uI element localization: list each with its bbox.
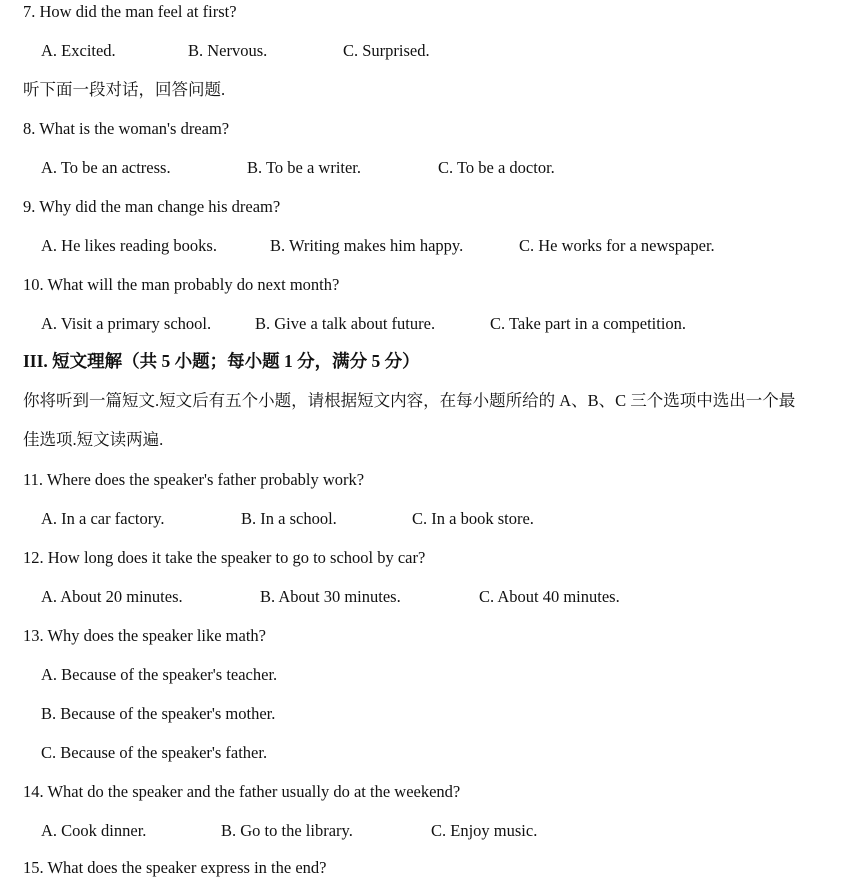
question-8-option-c: C. To be a doctor.: [438, 158, 555, 177]
question-7-option-c: C. Surprised.: [343, 41, 430, 60]
dialog-instruction: 听下面一段对话，回答问题.: [23, 80, 226, 99]
section-3-title: III. 短文理解（共 5 小题；每小题 1 分，满分 5 分）: [23, 351, 420, 371]
question-11-stem: 11. Where does the speaker's father probably work?: [23, 470, 365, 489]
question-9-option-c: C. He works for a newspaper.: [519, 236, 715, 255]
question-9-option-a: A. He likes reading books.: [41, 236, 217, 255]
question-10-option-a: A. Visit a primary school.: [41, 314, 212, 333]
question-8-stem: 8. What is the woman's dream?: [23, 119, 230, 138]
question-13-option-c: C. Because of the speaker's father.: [41, 743, 268, 762]
question-13-option-b: B. Because of the speaker's mother.: [41, 704, 276, 723]
question-10-option-b: B. Give a talk about future.: [255, 314, 436, 333]
question-14-option-c: C. Enjoy music.: [431, 821, 538, 840]
question-10-stem: 10. What will the man probably do next month?: [23, 275, 340, 294]
question-14-stem: 14. What do the speaker and the father usually do at the weekend?: [23, 782, 461, 801]
question-9-stem: 9. Why did the man change his dream?: [23, 197, 281, 216]
question-11-option-b: B. In a school.: [241, 509, 337, 528]
question-12-option-c: C. About 40 minutes.: [479, 587, 620, 606]
question-14-option-b: B. Go to the library.: [221, 821, 353, 840]
question-9-option-b: B. Writing makes him happy.: [270, 236, 464, 255]
question-13-stem: 13. Why does the speaker like math?: [23, 626, 266, 645]
question-7-option-a: A. Excited.: [41, 41, 116, 60]
question-12-option-b: B. About 30 minutes.: [260, 587, 401, 606]
question-8-option-a: A. To be an actress.: [41, 158, 171, 177]
question-12-stem: 12. How long does it take the speaker to go to school by car?: [23, 548, 426, 567]
question-10-option-c: C. Take part in a competition.: [490, 314, 687, 333]
question-14-option-a: A. Cook dinner.: [41, 821, 147, 840]
question-12-option-a: A. About 20 minutes.: [41, 587, 183, 606]
question-11-option-c: C. In a book store.: [412, 509, 534, 528]
question-7-option-b: B. Nervous.: [188, 41, 268, 60]
question-7-stem: 7. How did the man feel at first?: [23, 2, 237, 21]
section-3-instruction-line-1: 你将听到一篇短文.短文后有五个小题，请根据短文内容，在每小题所给的 A、B、C 三个选项中选出一个最: [23, 391, 796, 410]
question-15-stem: 15. What does the speaker express in the end?: [23, 858, 327, 877]
question-13-option-a: A. Because of the speaker's teacher.: [41, 665, 278, 684]
question-8-option-b: B. To be a writer.: [247, 158, 362, 177]
section-3-instruction-line-2: 佳选项.短文读两遍.: [23, 430, 164, 449]
question-11-option-a: A. In a car factory.: [41, 509, 165, 528]
